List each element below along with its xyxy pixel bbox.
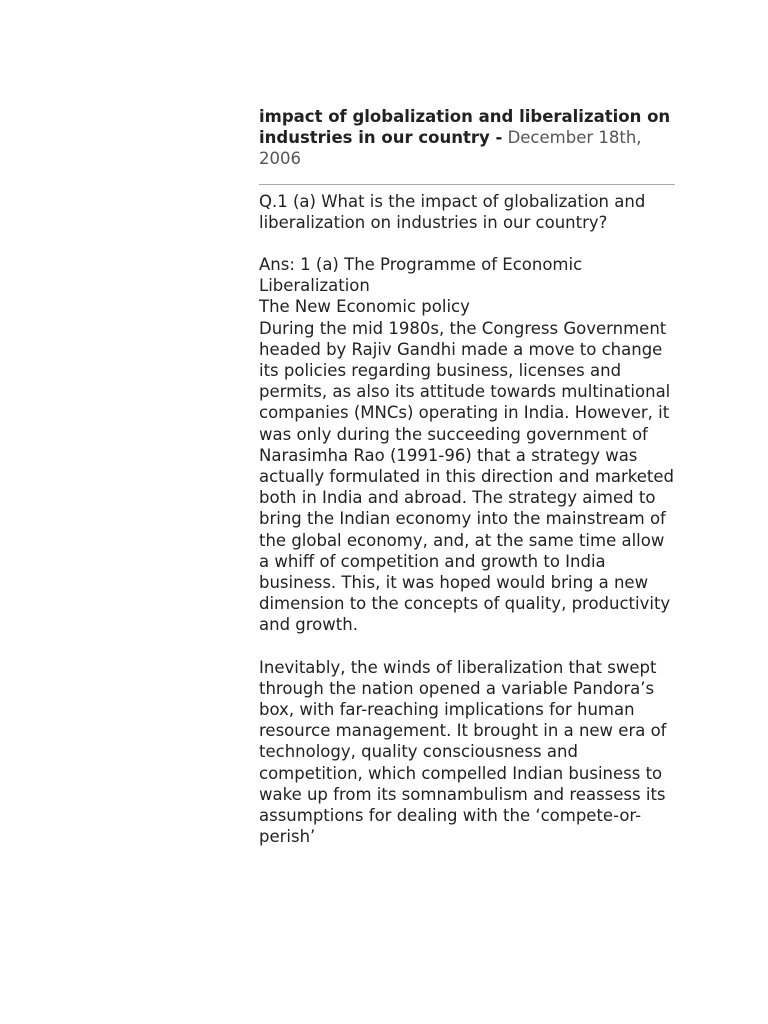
question-text: Q.1 (a) What is the impact of globalization and liberalization on industries in our country? xyxy=(259,191,646,232)
answer-block xyxy=(259,254,679,636)
title-date: December 18th, 2006 xyxy=(259,128,642,169)
document-body xyxy=(259,106,679,869)
document-title xyxy=(259,106,679,170)
answer-subheading: The New Economic policy xyxy=(259,297,470,317)
answer-paragraph-2: Inevitably, the winds of liberalization that swept through the nation opened a variable Pandora’s box, with far-reaching implications for human resource management. It brought in a new era of technology, quality consciousness and competition, which compelled Indian business to wake up from its somnambulism and reassess its assumptions for dealing with the ‘compete-or-perish’ xyxy=(259,657,667,847)
answer-heading: Ans: 1 (a) The Programme of Economic Liberalization xyxy=(259,255,583,296)
answer-paragraph-1: During the mid 1980s, the Congress Government headed by Rajiv Gandhi made a move to change its policies regarding business, licenses and permits, as also its attitude towards multinational companies (MNCs) operating in India. However, it was only during the succeeding government of Narasimha Rao (1991-96) that a strategy was actually formulated in this direction and marketed both in India and abroad. The strategy aimed to bring the Indian economy into the mainstream of the global economy, and, at the same time allow a whiff of competition and growth to India business. This, it was hoped would bring a new dimension to the concepts of quality, productivity and growth. xyxy=(259,318,675,635)
title-divider xyxy=(259,184,675,185)
title-text: impact of globalization and liberalization on industries in our country - xyxy=(259,107,671,148)
